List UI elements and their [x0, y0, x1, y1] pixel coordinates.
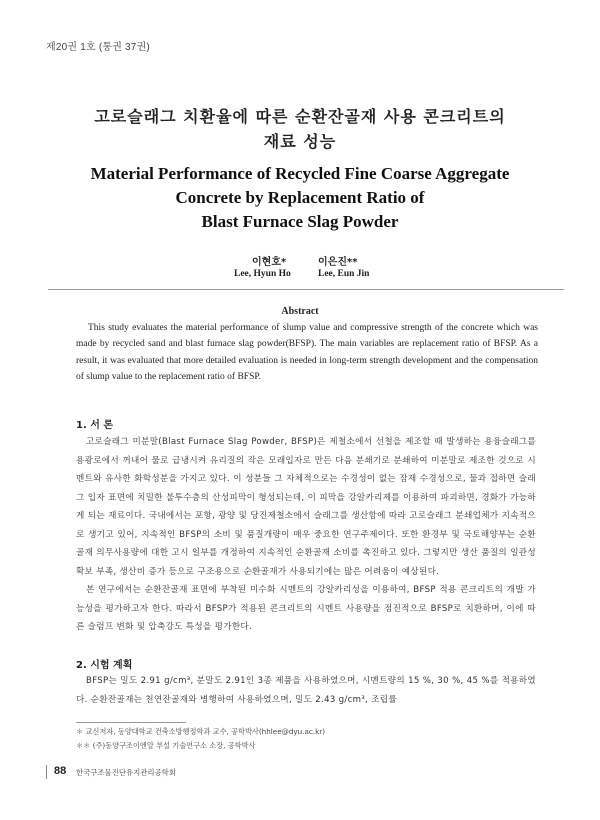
author-2-korean: 이은진** [318, 257, 358, 268]
section-body-test-plan [76, 672, 536, 709]
title-korean-line-1: 고로슬래그 치환율에 따른 순환잔골재 사용 콘크리트의 [94, 107, 506, 126]
page-number-bar [46, 765, 47, 779]
abstract-heading: Abstract [281, 306, 319, 317]
title-english-line-3: Blast Furnace Slag Powder [201, 212, 399, 231]
footnotes [76, 725, 325, 753]
footnote-corresponding-author: ＊ 교신저자, 동양대학교 건축소방행정학과 교수, 공학박사(hhlee@dyu.ac.kr) [76, 727, 326, 736]
author-2-english: Lee, Eun Jin [318, 269, 370, 279]
title-english-line-2: Concrete by Replacement Ratio of [175, 188, 425, 207]
author-1-english: Lee, Hyun Ho [234, 269, 291, 279]
abstract-divider [48, 289, 564, 290]
title-english-line-1: Material Performance of Recycled Fine Coarse Aggregate [90, 164, 510, 183]
journal-name-footer: 한국구조물진단유지관리공학회 [76, 768, 176, 777]
footnote-second-author: ＊＊ (주)동양구조이엔알 부설 기술연구소 소장, 공학박사 [76, 741, 256, 750]
journal-issue-header: 제20권 1호 (통권 37권) [46, 42, 150, 53]
abstract-body [76, 320, 538, 385]
section-body-introduction [76, 433, 536, 637]
paragraph: 고로슬래그 미분말(Blast Furnace Slag Powder, BFSP)은 제철소에서 선철을 제조할 때 발생하는 용융슬래그를 용광로에서 꺼내어 물로 급냉시켜 유리질의 작은 모래입자로 만든 다음 분쇄기로 분쇄하여 미분말로 제조한 것으로 시멘트와 유사한 화학성분을 가지고 있다. 이 성분들 그 자체적으로는 수경성이 없는 잠재 수경성으로, 물과 접하면 슬래그 입자 표면에 치밀한 불투수층의 산성피막이 형성되는데, 이 피막을 강알카리제를 이용하여 파괴하면, 경화가 가능하게 되는 재료이다. 국내에서는 포항, 광양 및 당진제철소에서 슬래그를 생산함에 따라 고로슬래그 분쇄업체가 지속적으로 생기고 있어, 지속적인 BFSP의 소비 및 품질개량이 매우 중요한 연구주제이다. 또한 환경부 및 국토해양부는 순환골재 의무사용량에 대한 고시 일부를 개정하여 지속적인 순환골재 소비를 촉진하고 있다. 그렇지만 생산 품질의 일관성 확보 부족, 생산비 증가 등으로 구조용으로 순환골재가 사용되기에는 많은 어려움이 예상된다. [76, 437, 536, 577]
abstract-text: This study evaluates the material performance of slump value and compressive strength of the concrete which was made by recycled sand and blast furnace slag powder(BFSP). The main variables are replacement ratio of BFSP. As a result, it was evaluated that more detailed evaluation is needed in long-term strength development and the compensation of slump value to the replacement ratio of BFSP. [76, 323, 538, 382]
section-heading-test-plan: 2. 시험 계획 [76, 660, 133, 671]
title-korean-line-2: 재료 성능 [263, 132, 337, 151]
page-number: 88 [54, 765, 67, 777]
author-1-korean: 이현호* [252, 257, 287, 268]
paragraph: 본 연구에서는 순환잔골재 표면에 부착된 미수화 시멘트의 강알카리성을 이용하여, BFSP 적용 콘크리트의 개발 가능성을 평가하고자 한다. 따라서 BFSP가 적용된 콘크리트의 시멘트 사용량을 점진적으로 BFSP로 치환하며, 이에 따른 슬럼프 변화 및 압축강도 특성을 평가한다. [76, 585, 536, 632]
section-heading-introduction: 1. 서 론 [76, 420, 114, 431]
paragraph: BFSP는 밀도 2.91 g/cm³, 분말도 2.91인 3종 제품을 사용하였으며, 시멘트량의 15 %, 30 %, 45 %를 적용하였다. 순환잔골재는 천연잔골재와 병행하여 사용하였으며, 밀도 2.43 g/cm³, 조립률 [76, 676, 536, 705]
footnote-divider [76, 722, 186, 723]
